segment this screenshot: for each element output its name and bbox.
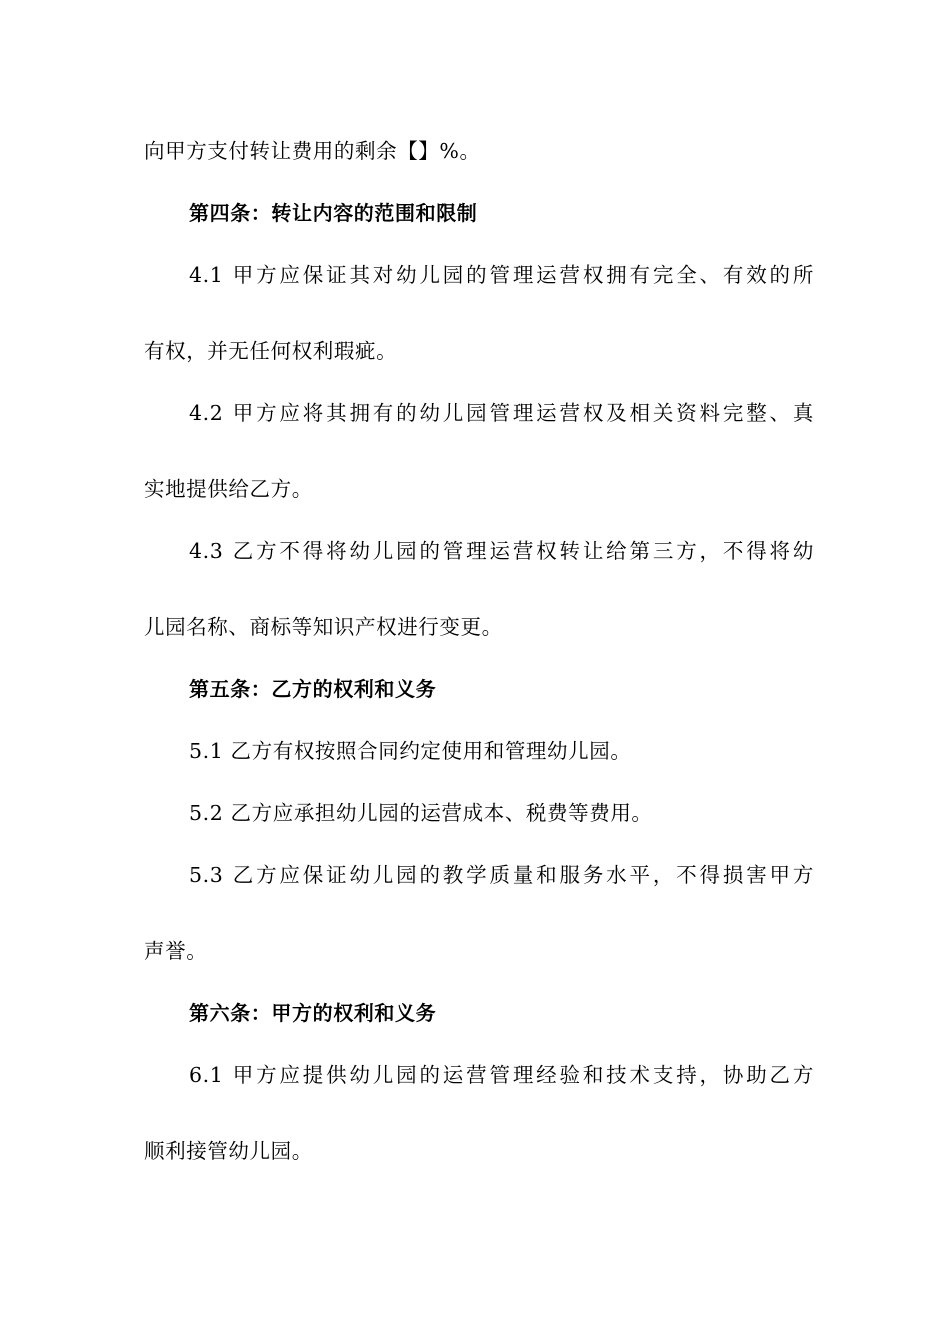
paragraph-line: 向甲方支付转让费用的剩余【】%。 xyxy=(144,139,481,163)
paragraph-line: 4.1 甲方应保证其对幼儿园的管理运营权拥有完全、有效的所 xyxy=(189,263,814,287)
paragraph-line: 儿园名称、商标等知识产权进行变更。 xyxy=(144,615,503,639)
section-heading: 第六条：甲方的权利和义务 xyxy=(189,1001,437,1025)
paragraph-line: 顺利接管幼儿园。 xyxy=(144,1139,313,1163)
paragraph-line: 5.3 乙方应保证幼儿园的教学质量和服务水平，不得损害甲方 xyxy=(189,863,814,887)
paragraph-line: 有权，并无任何权利瑕疵。 xyxy=(144,339,398,363)
paragraph-line: 实地提供给乙方。 xyxy=(144,477,313,501)
paragraph-line: 5.2 乙方应承担幼儿园的运营成本、税费等费用。 xyxy=(189,801,653,825)
paragraph-line: 声誉。 xyxy=(144,939,208,963)
section-heading: 第四条：转让内容的范围和限制 xyxy=(189,201,478,225)
section-heading: 第五条：乙方的权利和义务 xyxy=(189,677,437,701)
paragraph-line: 5.1 乙方有权按照合同约定使用和管理幼儿园。 xyxy=(189,739,632,763)
paragraph-line: 4.2 甲方应将其拥有的幼儿园管理运营权及相关资料完整、真 xyxy=(189,401,814,425)
paragraph-line: 6.1 甲方应提供幼儿园的运营管理经验和技术支持，协助乙方 xyxy=(189,1063,814,1087)
paragraph-line: 4.3 乙方不得将幼儿园的管理运营权转让给第三方，不得将幼 xyxy=(189,539,814,563)
